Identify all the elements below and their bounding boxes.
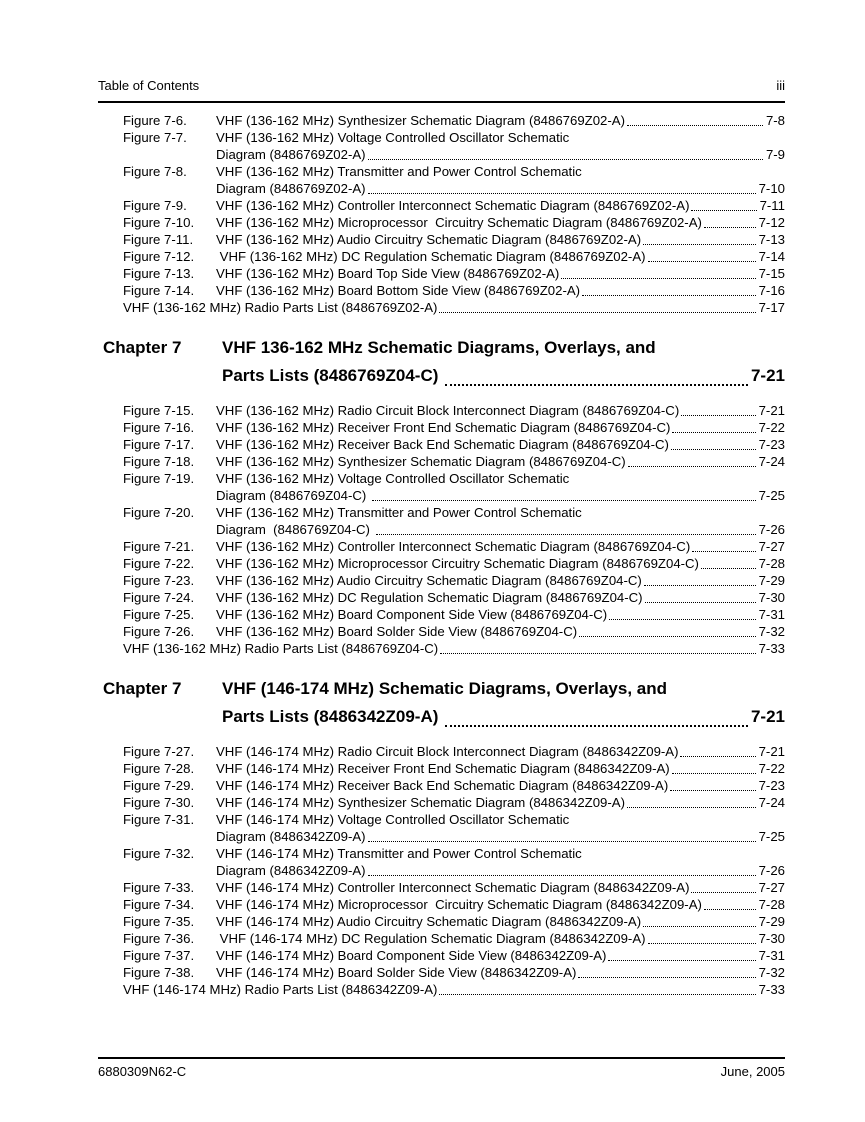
- figure-label: Figure 7-13.: [123, 266, 195, 281]
- toc-entry-line: [123, 572, 785, 589]
- dot-leader: [627, 794, 756, 811]
- page-number: 7-29: [758, 914, 785, 929]
- entry-title: VHF (146-174 MHz) Synthesizer Schematic Diagram (8486342Z09-A): [216, 795, 625, 810]
- page-number: 7-31: [758, 948, 785, 963]
- entry-title: VHF (146-174 MHz) Microprocessor Circuitry Schematic Diagram (8486342Z09-A): [216, 897, 702, 912]
- entry-title: VHF (136-162 MHz) Microprocessor Circuitry Schematic Diagram (8486769Z04-C): [216, 556, 699, 571]
- dot-leader: [579, 623, 755, 640]
- dot-leader: [439, 981, 755, 998]
- dot-leader: [368, 862, 756, 879]
- page-number: 7-21: [750, 707, 785, 726]
- entry-title: VHF (136-162 MHz) Synthesizer Schematic Diagram (8486769Z04-C): [216, 454, 626, 469]
- figure-label: Figure 7-18.: [123, 454, 195, 469]
- page-number: 7-15: [758, 266, 785, 281]
- dot-leader: [439, 299, 755, 316]
- figure-label: Figure 7-28.: [123, 761, 195, 776]
- dot-leader: [627, 112, 763, 129]
- toc-entry-line: [123, 453, 785, 470]
- toc-entry-line: [123, 947, 785, 964]
- entry-title: VHF (136-162 MHz) Board Bottom Side View (8486769Z02-A): [216, 283, 581, 298]
- toc-entry-line: [123, 214, 785, 231]
- entry-title: VHF (146-174 MHz) Controller Interconnect Schematic Diagram (8486342Z09-A): [216, 880, 690, 895]
- dot-leader: [628, 453, 756, 470]
- entry-title: Diagram (8486769Z02-A): [216, 181, 366, 196]
- toc-entry-line: [123, 402, 785, 419]
- page-number: 7-26: [758, 863, 785, 878]
- chapter-title-text: Parts Lists (8486769Z04-C): [222, 366, 444, 385]
- dot-leader: [672, 760, 756, 777]
- toc-entry-line: [123, 555, 785, 572]
- page-number: 7-9: [765, 147, 785, 162]
- page-number: 7-27: [758, 880, 785, 895]
- toc-entry-line: [123, 743, 785, 760]
- page-number: 7-25: [758, 829, 785, 844]
- page-number: 7-16: [758, 283, 785, 298]
- dot-leader: [582, 282, 756, 299]
- entry-title: VHF (136-162 MHz) Audio Circuitry Schematic Diagram (8486769Z04-C): [216, 573, 642, 588]
- dot-leader: [376, 521, 756, 538]
- toc-entry-line: [123, 913, 785, 930]
- entry-title: VHF (136-162 MHz) Transmitter and Power Control Schematic: [216, 164, 582, 179]
- figure-label: Figure 7-27.: [123, 744, 195, 759]
- figures-block: [98, 112, 785, 316]
- dot-leader: [643, 231, 756, 248]
- toc-entry-line: [123, 862, 785, 879]
- page-number: 7-31: [758, 607, 785, 622]
- dot-leader: [670, 777, 755, 794]
- page-number: 7-21: [758, 744, 785, 759]
- toc-entry-line: [123, 231, 785, 248]
- figure-label: Figure 7-25.: [123, 607, 195, 622]
- dot-leader: [445, 703, 748, 731]
- page-number: 7-22: [758, 420, 785, 435]
- running-footer: [98, 1064, 785, 1080]
- header-title: Table of Contents: [98, 78, 200, 93]
- page-number: 7-10: [758, 181, 785, 196]
- page-number: 7-8: [765, 113, 785, 128]
- entry-title: VHF (136-162 MHz) Board Solder Side View (8486769Z04-C): [216, 624, 578, 639]
- figure-label: Figure 7-26.: [123, 624, 195, 639]
- toc: [98, 112, 785, 998]
- figure-label: Figure 7-14.: [123, 283, 195, 298]
- dot-leader: [691, 197, 756, 214]
- toc-entry-line: [123, 589, 785, 606]
- entry-title: VHF (146-174 MHz) Radio Circuit Block Interconnect Diagram (8486342Z09-A): [216, 744, 679, 759]
- page-number: 7-33: [758, 982, 785, 997]
- page-number: 7-23: [758, 437, 785, 452]
- entry-title: VHF (146-174 MHz) Board Solder Side View (8486342Z09-A): [216, 965, 577, 980]
- footer-date: June, 2005: [720, 1064, 785, 1079]
- dot-leader: [644, 572, 756, 589]
- figure-label: Figure 7-12.: [123, 249, 195, 264]
- page-number: 7-33: [758, 641, 785, 656]
- toc-entry-line: [123, 129, 785, 146]
- figure-label: Figure 7-32.: [123, 846, 195, 861]
- entry-title: VHF (136-162 MHz) Microprocessor Circuitry Schematic Diagram (8486769Z02-A): [216, 215, 702, 230]
- chapter-title-line: [222, 362, 785, 390]
- toc-entry-line: [123, 879, 785, 896]
- entry-title: Diagram (8486769Z04-C): [216, 522, 374, 537]
- chapter-title-text: Parts Lists (8486342Z09-A): [222, 707, 444, 726]
- toc-entry-line: [123, 487, 785, 504]
- page-number: 7-28: [758, 556, 785, 571]
- toc-entry-line: [123, 299, 785, 316]
- dot-leader: [680, 743, 755, 760]
- dot-leader: [704, 896, 756, 913]
- toc-entry-line: [123, 981, 785, 998]
- entry-title: VHF (146-174 MHz) Radio Parts List (8486342Z09-A): [123, 982, 438, 997]
- dot-leader: [648, 248, 756, 265]
- entry-title: VHF (136-162 MHz) Radio Circuit Block Interconnect Diagram (8486769Z04-C): [216, 403, 680, 418]
- figure-label: Figure 7-30.: [123, 795, 195, 810]
- figure-label: Figure 7-38.: [123, 965, 195, 980]
- dot-leader: [704, 214, 756, 231]
- figure-label: Figure 7-35.: [123, 914, 195, 929]
- footer-rule: [98, 1057, 785, 1059]
- figures-block: [98, 743, 785, 998]
- dot-leader: [372, 487, 756, 504]
- page-number: 7-21: [750, 366, 785, 385]
- figure-label: Figure 7-22.: [123, 556, 195, 571]
- toc-entry-line: [123, 896, 785, 913]
- entry-title: VHF (146-174 MHz) Voltage Controlled Oscillator Schematic: [216, 812, 570, 827]
- page-number: 7-12: [758, 215, 785, 230]
- entry-title: VHF (146-174 MHz) Receiver Back End Schematic Diagram (8486342Z09-A): [216, 778, 669, 793]
- entry-title: VHF (136-162 MHz) DC Regulation Schematic Diagram (8486769Z02-A): [216, 249, 646, 264]
- chapter-title-line: [222, 334, 785, 362]
- dot-leader: [643, 913, 756, 930]
- running-header: [98, 78, 785, 94]
- figure-label: Figure 7-10.: [123, 215, 195, 230]
- figure-label: Figure 7-33.: [123, 880, 195, 895]
- page-number: 7-32: [758, 624, 785, 639]
- entry-title: VHF (136-162 MHz) Synthesizer Schematic Diagram (8486769Z02-A): [216, 113, 625, 128]
- entry-title: VHF (136-162 MHz) Radio Parts List (8486769Z02-A): [123, 300, 438, 315]
- entry-title: VHF (136-162 MHz) Receiver Front End Schematic Diagram (8486769Z04-C): [216, 420, 671, 435]
- dot-leader: [645, 589, 756, 606]
- page-number: 7-14: [758, 249, 785, 264]
- figure-label: Figure 7-16.: [123, 420, 195, 435]
- toc-entry-line: [123, 538, 785, 555]
- entry-title: VHF (136-162 MHz) Board Component Side View (8486769Z04-C): [216, 607, 608, 622]
- entry-title: VHF (136-162 MHz) Controller Interconnect Schematic Diagram (8486769Z02-A): [216, 198, 690, 213]
- toc-entry-line: [123, 112, 785, 129]
- toc-entry-line: [123, 504, 785, 521]
- entry-title: Diagram (8486342Z09-A): [216, 829, 366, 844]
- page-number: 7-22: [758, 761, 785, 776]
- dot-leader: [608, 947, 755, 964]
- toc-entry-line: [123, 265, 785, 282]
- page-number: 7-32: [758, 965, 785, 980]
- entry-title: Diagram (8486769Z02-A): [216, 147, 366, 162]
- entry-title: VHF (136-162 MHz) Controller Interconnect Schematic Diagram (8486769Z04-C): [216, 539, 691, 554]
- page-number: 7-26: [758, 522, 785, 537]
- figure-label: Figure 7-20.: [123, 505, 195, 520]
- toc-entry-line: [123, 419, 785, 436]
- figures-block: [98, 402, 785, 657]
- entry-title: VHF (146-174 MHz) DC Regulation Schematic Diagram (8486342Z09-A): [216, 931, 646, 946]
- toc-entry-line: [123, 964, 785, 981]
- toc-entry-line: [123, 777, 785, 794]
- toc-entry-line: [123, 282, 785, 299]
- dot-leader: [368, 146, 763, 163]
- figure-label: Figure 7-11.: [123, 232, 194, 247]
- dot-leader: [609, 606, 755, 623]
- figure-label: Figure 7-19.: [123, 471, 195, 486]
- page-number: 7-11: [759, 198, 785, 213]
- entry-title: VHF (146-174 MHz) Transmitter and Power Control Schematic: [216, 846, 582, 861]
- chapter-title: [222, 675, 785, 731]
- entry-title: VHF (136-162 MHz) Voltage Controlled Oscillator Schematic: [216, 471, 570, 486]
- page-number: 7-29: [758, 573, 785, 588]
- figure-label: Figure 7-34.: [123, 897, 195, 912]
- toc-entry-line: [123, 640, 785, 657]
- entry-title: Diagram (8486342Z09-A): [216, 863, 366, 878]
- toc-entry-line: [123, 470, 785, 487]
- dot-leader: [671, 436, 756, 453]
- page-number: 7-17: [758, 300, 785, 315]
- toc-entry-line: [123, 845, 785, 862]
- figure-label: Figure 7-31.: [123, 812, 195, 827]
- page-number: 7-21: [758, 403, 785, 418]
- dot-leader: [440, 640, 755, 657]
- toc-entry-line: [123, 163, 785, 180]
- chapter-title-line: [222, 703, 785, 731]
- entry-title: VHF (136-162 MHz) Voltage Controlled Oscillator Schematic: [216, 130, 570, 145]
- dot-leader: [681, 402, 755, 419]
- figure-label: Figure 7-23.: [123, 573, 195, 588]
- figure-label: Figure 7-21.: [123, 539, 195, 554]
- figure-label: Figure 7-24.: [123, 590, 195, 605]
- dot-leader: [578, 964, 755, 981]
- toc-entry-line: [123, 828, 785, 845]
- page-number: 7-27: [758, 539, 785, 554]
- toc-entry-line: [123, 811, 785, 828]
- dot-leader: [691, 879, 755, 896]
- dot-leader: [692, 538, 755, 555]
- toc-entry-line: [123, 248, 785, 265]
- figure-label: Figure 7-6.: [123, 113, 187, 128]
- figure-label: Figure 7-8.: [123, 164, 187, 179]
- dot-leader: [368, 180, 756, 197]
- entry-title: Diagram (8486769Z04-C): [216, 488, 370, 503]
- toc-entry-line: [123, 180, 785, 197]
- figure-label: Figure 7-36.: [123, 931, 195, 946]
- toc-entry-line: [123, 794, 785, 811]
- dot-leader: [445, 362, 748, 390]
- chapter-title-text: VHF 136-162 MHz Schematic Diagrams, Overlays, and: [222, 338, 656, 357]
- chapter-title-text: VHF (146-174 MHz) Schematic Diagrams, Overlays, and: [222, 679, 668, 698]
- toc-entry-line: [123, 623, 785, 640]
- figure-label: Figure 7-7.: [123, 130, 187, 145]
- page-number: 7-24: [758, 454, 785, 469]
- figure-label: Figure 7-29.: [123, 778, 195, 793]
- chapter-label: Chapter 7: [103, 679, 182, 698]
- toc-entry-line: [123, 930, 785, 947]
- figure-label: Figure 7-17.: [123, 437, 195, 452]
- dot-leader: [648, 930, 756, 947]
- entry-title: VHF (136-162 MHz) Transmitter and Power Control Schematic: [216, 505, 582, 520]
- toc-entry-line: [123, 436, 785, 453]
- figure-label: Figure 7-9.: [123, 198, 187, 213]
- toc-entry-line: [123, 606, 785, 623]
- page-number: 7-30: [758, 931, 785, 946]
- dot-leader: [561, 265, 755, 282]
- page-number: 7-13: [758, 232, 785, 247]
- header-rule: [98, 101, 785, 103]
- footer-part-number: 6880309N62-C: [98, 1064, 187, 1079]
- entry-title: VHF (146-174 MHz) Board Component Side View (8486342Z09-A): [216, 948, 607, 963]
- chapter-heading: [98, 675, 785, 731]
- dot-leader: [701, 555, 756, 572]
- entry-title: VHF (146-174 MHz) Receiver Front End Schematic Diagram (8486342Z09-A): [216, 761, 670, 776]
- page-number: 7-23: [758, 778, 785, 793]
- entry-title: VHF (136-162 MHz) Audio Circuitry Schematic Diagram (8486769Z02-A): [216, 232, 642, 247]
- page-number: 7-30: [758, 590, 785, 605]
- toc-entry-line: [123, 521, 785, 538]
- entry-title: VHF (136-162 MHz) DC Regulation Schematic Diagram (8486769Z04-C): [216, 590, 643, 605]
- toc-entry-line: [123, 197, 785, 214]
- dot-leader: [368, 828, 756, 845]
- entry-title: VHF (136-162 MHz) Radio Parts List (8486769Z04-C): [123, 641, 439, 656]
- chapter-title: [222, 334, 785, 390]
- page-number: 7-28: [758, 897, 785, 912]
- page-number: 7-25: [758, 488, 785, 503]
- entry-title: VHF (136-162 MHz) Receiver Back End Schematic Diagram (8486769Z04-C): [216, 437, 669, 452]
- header-page-number: iii: [776, 78, 785, 93]
- page-number: 7-24: [758, 795, 785, 810]
- dot-leader: [672, 419, 755, 436]
- toc-entry-line: [123, 146, 785, 163]
- figure-label: Figure 7-15.: [123, 403, 195, 418]
- chapter-label: Chapter 7: [103, 338, 182, 357]
- figure-label: Figure 7-37.: [123, 948, 195, 963]
- chapter-heading: [98, 334, 785, 390]
- entry-title: VHF (136-162 MHz) Board Top Side View (8486769Z02-A): [216, 266, 560, 281]
- entry-title: VHF (146-174 MHz) Audio Circuitry Schematic Diagram (8486342Z09-A): [216, 914, 642, 929]
- toc-entry-line: [123, 760, 785, 777]
- chapter-title-line: [222, 675, 785, 703]
